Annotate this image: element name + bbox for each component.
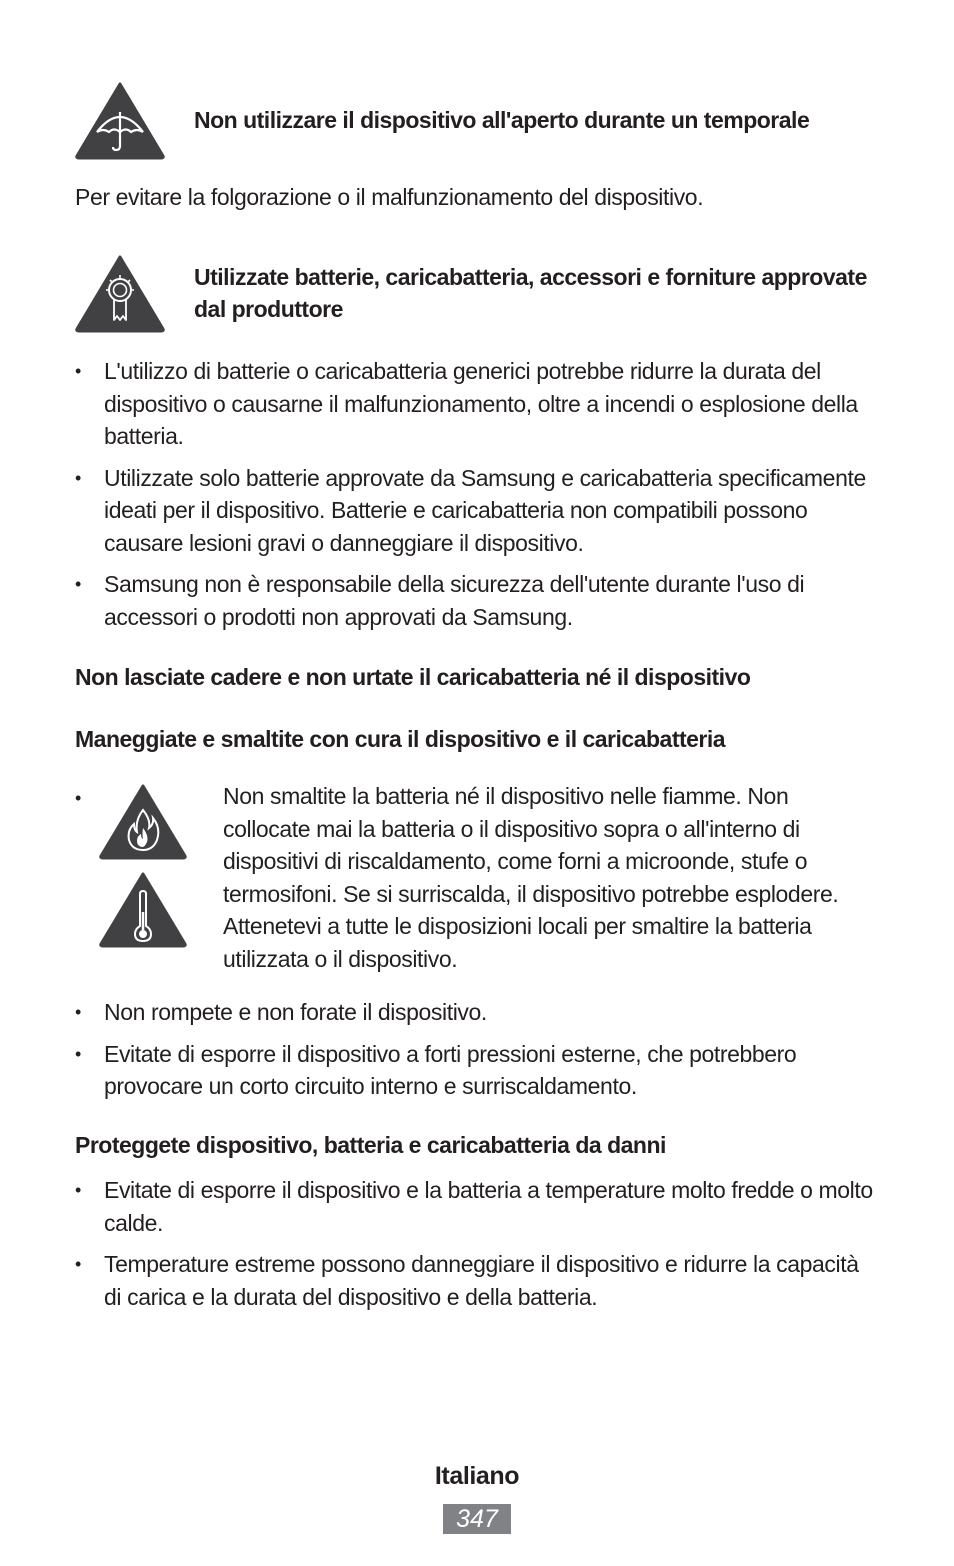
list-item: • Non rompete e non forate il dispositivo.	[75, 996, 875, 1029]
bullet-list-damage	[75, 996, 875, 1112]
list-item: • Evitate di esporre il dispositivo e la batteria a temperature molto fredde o molto calde.	[75, 1174, 875, 1239]
fire-disposal-item	[75, 780, 875, 980]
section-heading-handle: Maneggiate e smaltite con cura il dispositivo e il caricabatteria	[75, 726, 726, 752]
umbrella-warning-icon	[75, 82, 165, 160]
list-item: • Samsung non è responsabile della sicurezza dell'utente durante l'uso di accessori o prodotti non approvati da Samsung.	[75, 568, 875, 633]
page-number-badge: 347	[443, 1504, 511, 1534]
list-item: • Temperature estreme possono danneggiare il dispositivo e ridurre la capacità di carica e la durata del dispositivo e della batteria.	[75, 1248, 875, 1313]
fire-disposal-text: Non smaltite la batteria né il dispositivo nelle fiamme. Non collocate mai la batteria o il dispositivo sopra o all'interno di dispositivi di riscaldamento, come forni a microonde, stufe o termosifoni. Se si surriscalda, il dispositivo potrebbe esplodere. Attenetevi a tutte le disposizioni locali per smaltire la batteria utilizzata o il dispositivo.	[223, 783, 839, 972]
warning-approved-accessories	[75, 255, 875, 333]
flame-warning-icon	[99, 784, 187, 860]
approved-seal-warning-icon	[75, 255, 165, 333]
list-item: • L'utilizzo di batterie o caricabatteria generici potrebbe ridurre la durata del dispositivo o causarne il malfunzionamento, oltre a incendi o esplosione della batteria.	[75, 355, 875, 453]
list-item: • Utilizzate solo batterie approvate da Samsung e caricabatteria specificamente ideati per il dispositivo. Batterie e caricabatteria non compatibili possono causare lesioni gravi o danneggiare il dispositivo.	[75, 462, 875, 560]
section-heading-drop: Non lasciate cadere e non urtate il caricabatteria né il dispositivo	[75, 664, 751, 690]
bullet-marker: •	[75, 788, 82, 808]
section-heading-protect: Proteggete dispositivo, batteria e caricabatteria da danni	[75, 1132, 666, 1158]
footer-language: Italiano	[434, 1462, 520, 1490]
warning-description: Per evitare la folgorazione o il malfunzionamento del dispositivo.	[75, 184, 704, 210]
warning-title: Non utilizzare il dispositivo all'aperto durante un temporale	[194, 107, 810, 133]
warning-outdoor-storm	[75, 82, 875, 160]
thermometer-warning-icon	[99, 872, 187, 948]
warning-title: Utilizzate batterie, caricabatteria, accessori e forniture approvate dal produttore	[194, 264, 867, 322]
bullet-list-accessories	[75, 355, 875, 642]
list-item: • Evitate di esporre il dispositivo a forti pressioni esterne, che potrebbero provocare un corto circuito interno e surriscaldamento.	[75, 1038, 875, 1103]
bullet-list-temperature	[75, 1174, 875, 1322]
